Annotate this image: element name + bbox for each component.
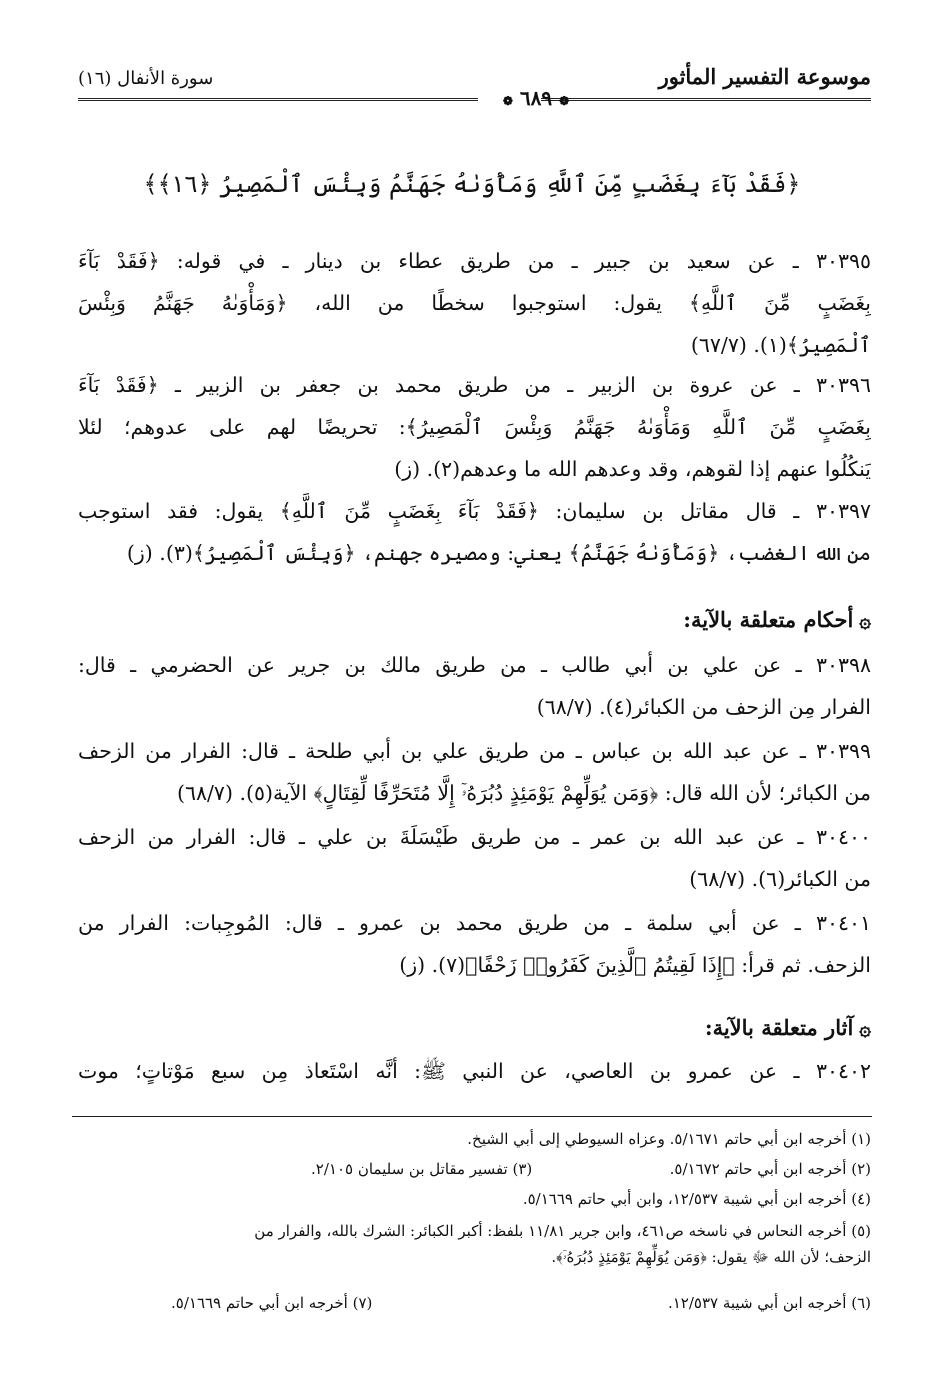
footnote-row-6-7: [171, 1290, 871, 1316]
header-rule-right: [541, 98, 871, 101]
surah-label: سورة الأنفال (١٦): [78, 68, 214, 89]
entry-line: ٣٠٤٠٠ ـ عن عبد الله بن عمر ـ من طريق طَيْسَلَةَ بن علي ـ قال: الفرار من الزحف: [78, 825, 871, 849]
section-heading-narrations: ۞آثار متعلقة بالآية:: [704, 1015, 871, 1040]
footnote-5: (٥) أخرجه النحاس في ناسخه ص٤٦١، وابن جرير ١١/٨١ بلفظ: أكبر الكبائر: الشرك بالله، والفرار من: [254, 1222, 871, 1240]
ornament-icon: ❁: [502, 94, 513, 108]
entry-30402: [78, 1050, 871, 1092]
entry-line: ٣٠٤٠١ ـ عن أبي سلمة ـ من طريق محمد بن عمرو ـ قال: المُوجِبات: الفرار من: [78, 911, 871, 935]
entry-line: ٣٠٣٩٦ ـ عن عروة بن الزبير ـ من طريق محمد بن جعفر بن الزبير ـ ﴿فَقَدْ بَآءَ: [78, 373, 871, 397]
entry-line: الزحف. ثم قرأ: ﴿إِذَا لَقِيتُمُ ٱلَّذِينَ كَفَرُوا۟ زَحْفًا﴾(٧). (ز): [399, 953, 871, 977]
entry-30397: [78, 490, 871, 574]
entry-line: من الكبائر(٦). (٦٨/٧): [689, 867, 871, 891]
quran-verse: ﴿فَقَدْ بَآءَ بِغَضَبٍ مِّنَ ٱللَّهِ وَمَأْوَىٰهُ جَهَنَّمُ وَبِئْسَ ٱلْمَصِيرُ ﴿١٦﴾﴾: [143, 170, 801, 198]
footnote-6: (٦) أخرجه ابن أبي شيبة ١٢/٥٣٧.: [667, 1294, 871, 1312]
entry-line: الفرار مِن الزحف من الكبائر(٤). (٦٨/٧): [536, 695, 871, 719]
entry-line: ٣٠٣٩٥ ـ عن سعيد بن جبير ـ من طريق عطاء بن دينار ـ في قوله: ﴿فَقَدْ بَآءَ: [78, 249, 871, 273]
entry-line: يَنكُلُوا عنهم إذا لقوهم، وقد وعدهم الله ما وعدهم(٢). (ز): [394, 457, 871, 481]
entry-30400: [78, 816, 871, 900]
entry-30398: [78, 644, 871, 728]
footnote-row-2-3: [311, 1156, 871, 1182]
entry-line: من الله الغضب، ﴿وَمَأْوَىٰهُ جَهَنَّمُ﴾ يعني: ومصيره جهنم، ﴿وَبِئْسَ ٱلْمَصِيرُ﴾(٣). (ز): [126, 541, 871, 565]
footnote-separator: [72, 1116, 872, 1117]
entry-line: ٣٠٤٠٢ ـ عن عمرو بن العاصي، عن النبي ﷺ: أنَّه اسْتَعاذ مِن سبع مَوْتاتٍ؛ موت: [78, 1059, 871, 1083]
flower-icon: ۞: [859, 1016, 871, 1040]
footnote-7: (٧) أخرجه ابن أبي حاتم ٥/١٦٦٩.: [171, 1294, 373, 1312]
entry-30396: [78, 364, 871, 490]
footnote-1: (١) أخرجه ابن أبي حاتم ٥/١٦٧١. وعزاه السيوطي إلى أبي الشيخ.: [467, 1130, 871, 1148]
footnote-2: (٢) أخرجه ابن أبي حاتم ٥/١٦٧٢.: [669, 1160, 871, 1178]
entry-line: من الكبائر؛ لأن الله قال: ﴿وَمَن يُوَلِّهِمْ يَوْمَئِذٍ دُبُرَهُۥٓ إِلَّا مُتَحَرِّفًا لِّقِتَالٍ﴾ الآية(٥). (٦٨/٧): [176, 781, 871, 805]
entry-30401: [78, 902, 871, 986]
entry-line: ٣٠٣٩٧ ـ قال مقاتل بن سليمان: ﴿فَقَدْ بَآءَ بِغَضَبٍ مِّنَ ٱللَّهِ﴾ يقول: فقد استوجب: [78, 499, 871, 523]
flower-icon: ۞: [859, 608, 871, 632]
entry-30399: [78, 730, 871, 814]
entry-line: ٣٠٣٩٩ ـ عن عبد الله بن عباس ـ من طريق علي بن أبي طلحة ـ قال: الفرار من الزحف: [78, 739, 871, 763]
footnote-5-cont: الزحف؛ لأن الله ﷻ يقول: ﴿وَمَن يُوَلِّهِمْ يَوْمَئِذٍ دُبُرَهُۥٓ﴾.: [551, 1248, 871, 1266]
page-number: ❁ ٦٨٩ ❁: [502, 86, 570, 110]
running-header: [78, 62, 871, 110]
entry-line: ٱلْمَصِيرُ﴾(١). (٦٧/٧): [690, 333, 871, 357]
footnote-3: (٣) تفسير مقاتل بن سليمان ٢/١٠٥.: [311, 1160, 533, 1178]
entry-30395: [78, 240, 871, 366]
entry-line: بِغَضَبٍ مِّنَ ٱللَّهِ وَمَأْوَىٰهُ جَهَنَّمُ وَبِئْسَ ٱلْمَصِيرُ﴾: تحريضًا لهم على عدوهم؛ لئلا: [78, 415, 871, 439]
section-heading-rulings: ۞أحكام متعلقة بالآية:: [683, 607, 871, 632]
book-title: موسوعة التفسير المأثور: [658, 64, 871, 89]
entry-line: ٣٠٣٩٨ ـ عن علي بن أبي طالب ـ من طريق مالك بن جرير عن الحضرمي ـ قال:: [78, 653, 871, 677]
header-rule-left: [78, 98, 478, 101]
ornament-icon: ❁: [559, 94, 570, 108]
entry-line: بِغَضَبٍ مِّنَ ٱللَّهِ﴾ يقول: استوجبوا سخطًا من الله، ﴿وَمَأْوَىٰهُ جَهَنَّمُ وَبِئْسَ: [78, 291, 871, 315]
footnote-4: (٤) أخرجه ابن أبي شيبة ١٢/٥٣٧، وابن أبي حاتم ٥/١٦٦٩.: [522, 1190, 871, 1208]
